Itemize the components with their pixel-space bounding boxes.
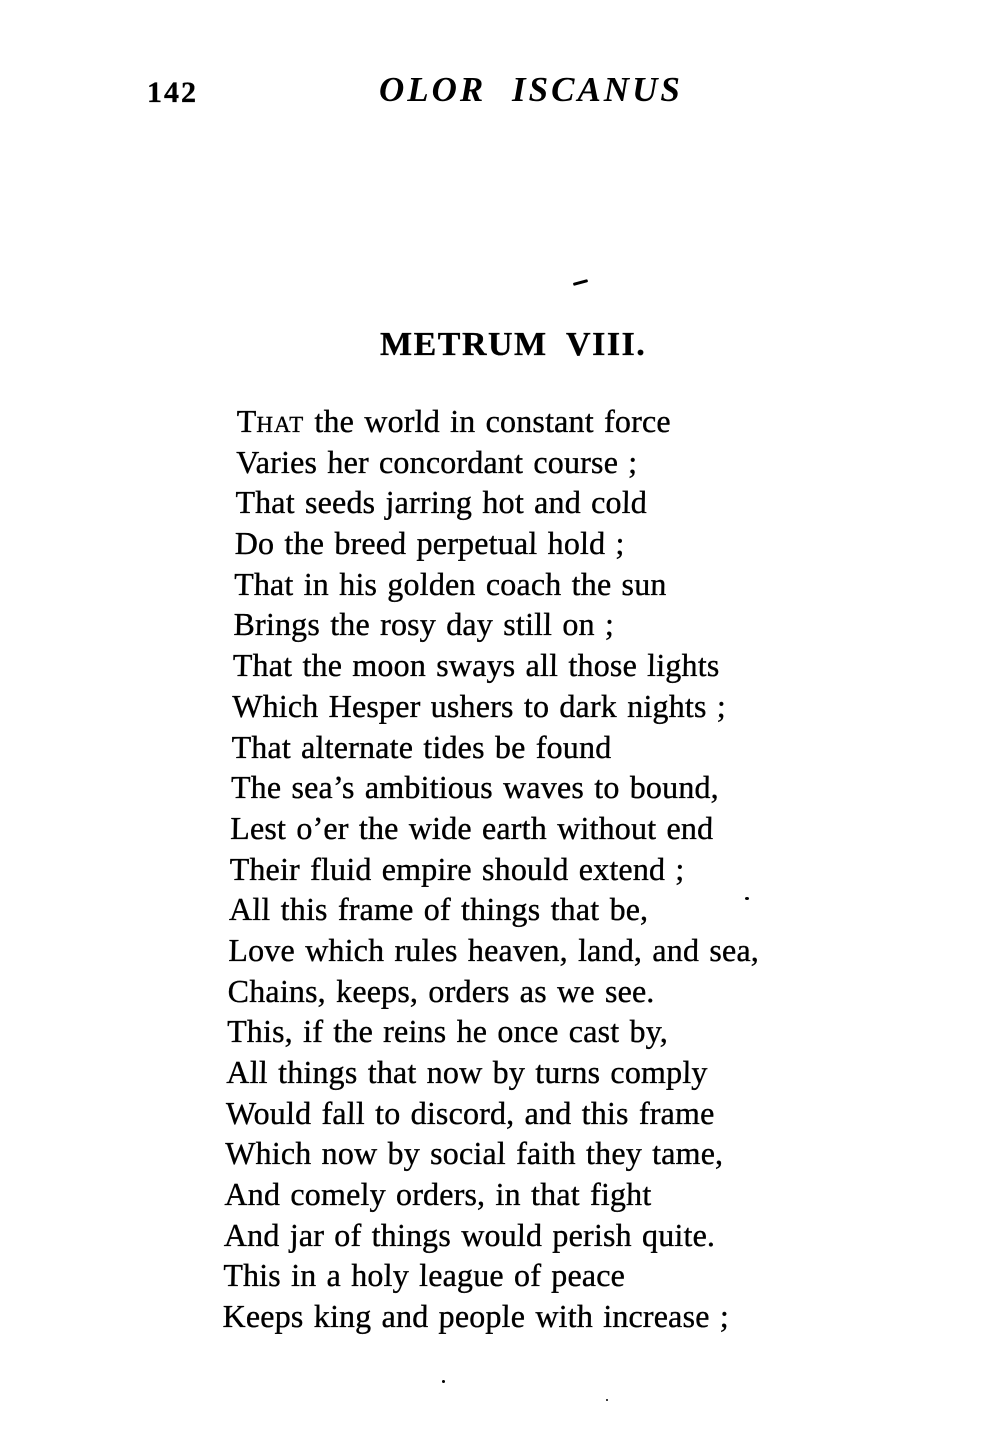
poem-line: This in a holy league of peace <box>222 1257 626 1294</box>
poem-line: Lest o’er the wide earth without end <box>230 809 714 846</box>
poem-title: METRUM VIII. <box>380 326 647 363</box>
poem-line: That alternate tides be found <box>231 728 612 765</box>
poem-line: Keeps king and people with increase ; <box>222 1298 730 1335</box>
poem-line: That the moon sways all those lights <box>232 647 720 684</box>
poem-line: That in his golden coach the sun <box>233 565 667 602</box>
poem-text <box>222 401 767 1337</box>
poem-line: All this frame of things that be, <box>228 891 649 928</box>
poem-line: That seeds jarring hot and cold <box>235 484 648 521</box>
page-number: 142 <box>147 76 198 109</box>
poem-line: And comely orders, in that fight <box>224 1176 652 1213</box>
poem-line: Varies her concordant course ; <box>235 443 638 480</box>
poem-line: And jar of things would perish quite. <box>223 1216 716 1253</box>
stray-ink-dot <box>745 897 749 900</box>
smallcaps-opening-word: HAT <box>256 411 305 437</box>
poem-line: Brings the rosy day still on ; <box>233 606 615 643</box>
poem-line: Chains, keeps, orders as we see. <box>227 972 655 1009</box>
poem-line: Would fall to discord, and this frame <box>225 1094 715 1131</box>
poem-line: Which Hesper ushers to dark nights ; <box>231 687 727 724</box>
poem-line: This, if the reins he once cast by, <box>226 1013 669 1050</box>
poem-line: Do the breed perpetual hold ; <box>234 525 625 562</box>
poem-line: All things that now by turns comply <box>226 1054 708 1090</box>
running-header-title: OLOR ISCANUS <box>379 70 683 109</box>
drop-capital: T <box>236 403 257 439</box>
poem-line <box>236 401 767 442</box>
scan-speck <box>606 1399 608 1401</box>
poem-line-text: the world in constant force <box>303 403 672 439</box>
stray-ink-tick-mark <box>573 279 588 286</box>
poem-line: Which now by social faith they tame, <box>224 1135 724 1172</box>
poem-line: The sea’s ambitious waves to bound, <box>230 769 720 806</box>
scan-speck <box>442 1380 445 1383</box>
poem-line: Their fluid empire should extend ; <box>229 850 685 887</box>
poem-line: Love which rules heaven, land, and sea, <box>228 931 760 968</box>
